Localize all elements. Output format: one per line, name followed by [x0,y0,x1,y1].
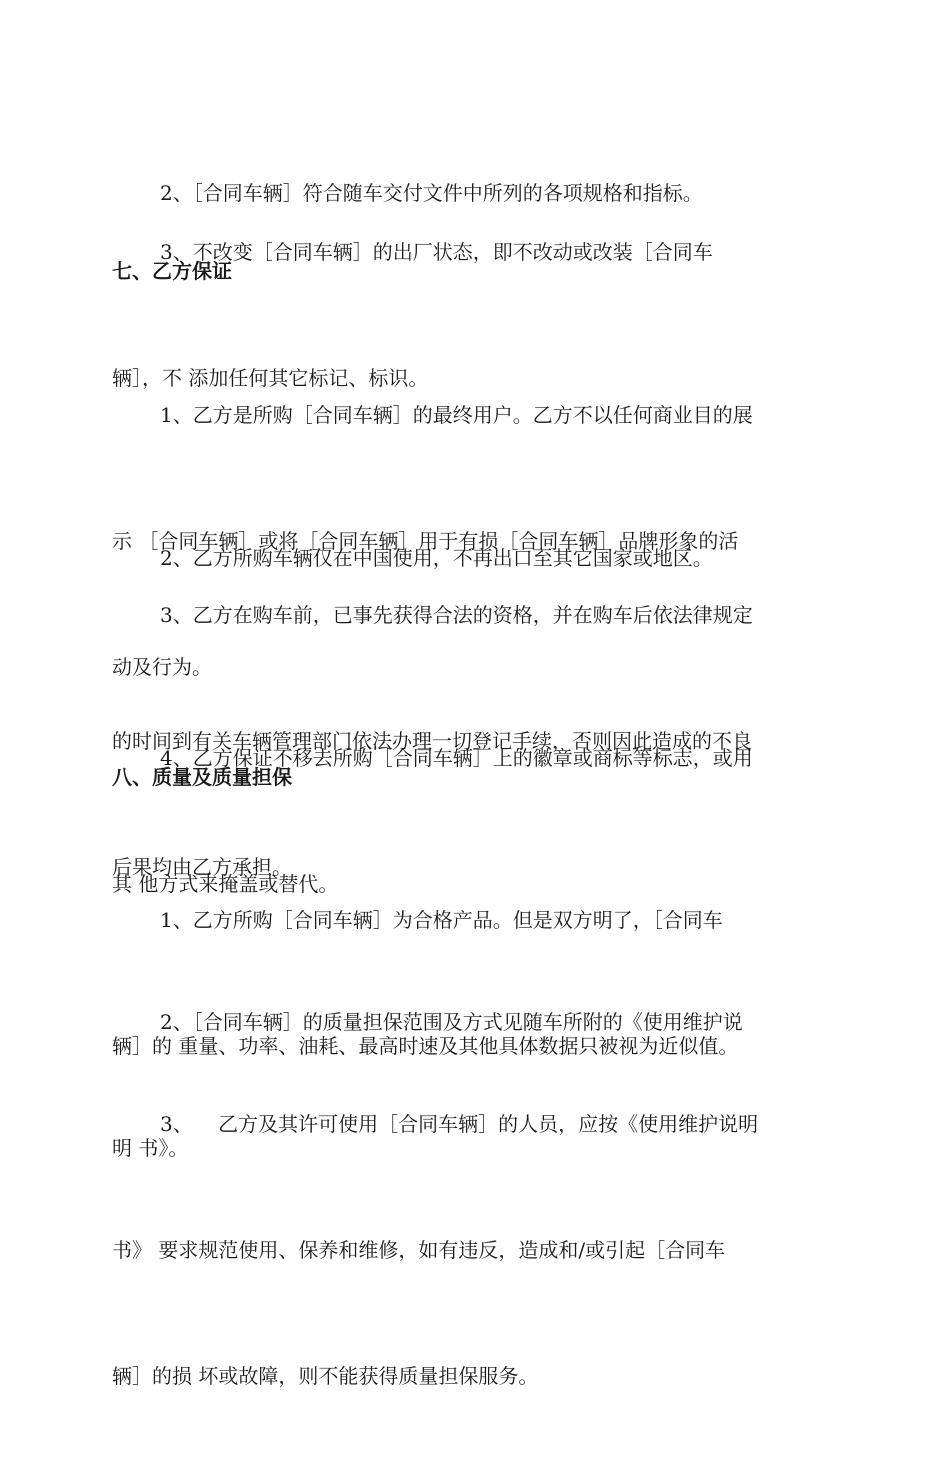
clause-line: 3、 乙方及其许可使用［合同车辆］的人员，应按《使用维护说明 [160,1112,759,1136]
clause-line: 辆］的损 坏或故障，则不能获得质量担保服务。 [112,1364,539,1388]
clause-line: 后果均由乙方承担。 [112,855,292,879]
clause-line: 其 他方式来掩盖或替代。 [112,872,339,896]
clause-line: 1、乙方是所购［合同车辆］的最终用户。乙方不以任何商业目的展 [160,403,753,427]
clause-line: 书》 要求规范使用、保养和维修，如有违反，造成和/或引起［合同车 [112,1238,726,1262]
section-heading-7: 七、乙方保证 [112,259,232,283]
clause-line: 动及行为。 [112,655,212,679]
clause-8-3 [112,1019,837,1481]
clause-line: 明 书》。 [112,1136,189,1160]
clause-line: 辆］，不 添加任何其它标记、标识。 [112,366,429,390]
clause-line: 2、［合同车辆］符合随车交付文件中所列的各项规格和指标。 [160,181,703,205]
clause-line: 的时间到有关车辆管理部门依法办理一切登记手续，否则因此造成的不良 [112,729,752,753]
section-heading-8: 八、质量及质量担保 [112,765,292,789]
clause-line: 2、［合同车辆］的质量担保范围及方式见随车所附的《使用维护说 [160,1010,743,1034]
clause-line: 示 ［合同车辆］或将［合同车辆］用于有损［合同车辆］品牌形象的活 [112,529,739,553]
clause-line: 4、乙方保证不移去所购［合同车辆］上的徽章或商标等标志，或用 [160,746,753,770]
clause-line: 1、乙方所购［合同车辆］为合格产品。但是双方明了，［合同车 [160,908,723,932]
clause-line: 辆］的 重量、功率、油耗、最高时速及其他具体数据只被视为近似值。 [112,1034,739,1058]
clause-line: 2、乙方所购车辆仅在中国使用，不再出口至其它国家或地区。 [160,546,713,570]
clause-line: 3、不改变［合同车辆］的出厂状态，即不改动或改装［合同车 [160,240,713,264]
clause-line: 3、乙方在购车前，已事先获得合法的资格，并在购车后依法律规定 [160,603,753,627]
